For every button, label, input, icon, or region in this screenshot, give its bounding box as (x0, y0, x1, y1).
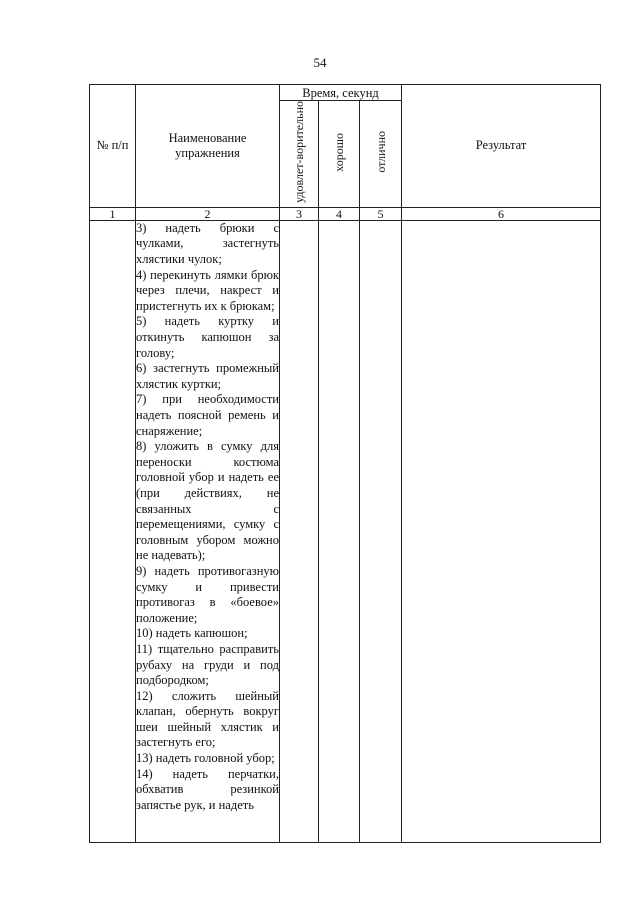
header-time-group: Время, секунд (280, 85, 402, 101)
list-item: 12) сложить шейный клапан, обернуть вокруг шеи шейный хлястик и застегнуть его; (136, 688, 279, 750)
page-number: 54 (313, 55, 327, 70)
header-grade-excellent (360, 101, 402, 208)
list-item: 14) надеть перчатки, обхватив резинкой запястье рук, и надеть (136, 766, 279, 812)
grade-good-label: хорошо (332, 132, 346, 172)
column-number: 5 (360, 207, 402, 220)
exercise-description-cell (136, 220, 280, 842)
column-number-row (90, 207, 601, 220)
column-number: 6 (402, 207, 601, 220)
list-item: 10) надеть капюшон; (136, 626, 248, 641)
header-row (90, 85, 601, 101)
list-item: 4) перекинуть лямки брюк через плечи, накрест и пристегнуть их к брюкам; (136, 267, 279, 313)
list-item: 3) надеть брюки с чулками, застегнуть хлястики чулок; (136, 220, 279, 267)
header-num: № п/п (90, 85, 136, 208)
column-number: 4 (319, 207, 360, 220)
exercise-table (89, 84, 601, 843)
grade-excellent-label: отлично (373, 131, 388, 173)
header-grade-good (319, 101, 360, 208)
table-row (90, 220, 601, 842)
column-number: 1 (90, 207, 136, 220)
header-name: Наименование упражнения (136, 85, 280, 208)
result-cell (402, 220, 601, 842)
list-item: 7) при необходимости надеть поясной ремень и снаряжение; (136, 392, 279, 438)
list-item: 6) застегнуть промежный хлястик куртки; (136, 361, 279, 391)
list-item: 9) надеть противогазную сумку и привести противогаз в «боевое» положение; (136, 563, 279, 625)
list-item: 13) надеть головной убор; (136, 751, 275, 766)
grade-satisfactory-cell (280, 220, 319, 842)
num-cell (90, 220, 136, 842)
grade-good-cell (319, 220, 360, 842)
column-number: 3 (280, 207, 319, 220)
list-item: 5) надеть куртку и откинуть капюшон за голову; (136, 314, 279, 360)
grade-excellent-cell (360, 220, 402, 842)
header-result: Результат (402, 85, 601, 208)
list-item: 8) уложить в сумку для переноски костюма головной убор и надеть ее (при действиях, не связанных с перемещениями, сумку с головным убором можно не надевать); (136, 439, 279, 563)
header-grade-satisfactory (280, 101, 319, 208)
list-item: 11) тщательно расправить рубаху на груди и под подбородком; (136, 641, 279, 688)
column-number: 2 (136, 207, 280, 220)
grade-satisfactory-label: удовлет-ворительно (292, 101, 306, 203)
